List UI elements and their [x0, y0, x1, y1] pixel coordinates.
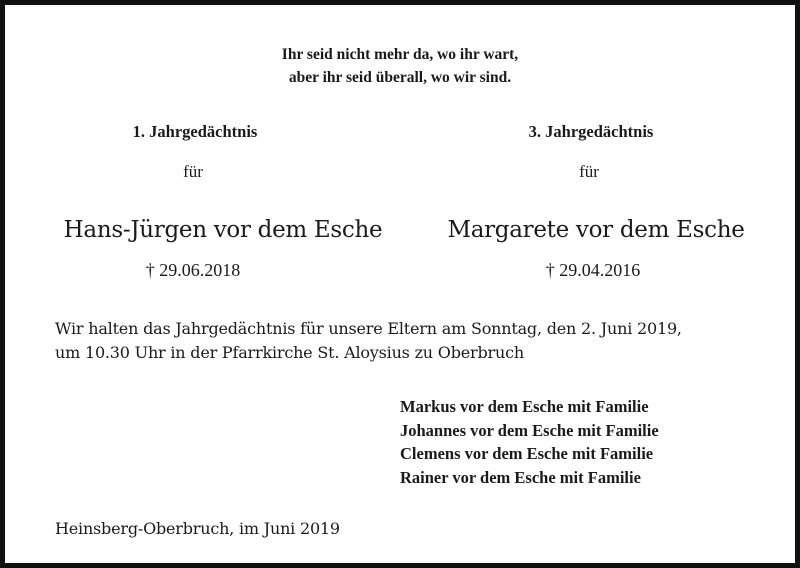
signer-4: Rainer vor dem Esche mit Familie — [400, 467, 641, 487]
right-death-date: † 29.04.2016 — [545, 260, 641, 280]
signers-list — [400, 395, 659, 489]
motto-line-1: Ihr seid nicht mehr da, wo ihr wart, — [281, 46, 519, 63]
right-for-label: für — [579, 162, 599, 181]
announcement-text — [55, 317, 775, 365]
signer-2: Johannes vor dem Esche mit Familie — [400, 420, 659, 440]
signer-1: Markus vor dem Esche mit Familie — [400, 397, 649, 416]
left-deceased-name: Hans-Jürgen vor dem Esche — [63, 217, 383, 243]
left-anniversary-heading: 1. Jahrgedächtnis — [132, 122, 258, 141]
announcement-line-2: um 10.30 Uhr in der Pfarrkirche St. Aloysius zu Oberbruch — [55, 343, 524, 362]
announcement-line-1: Wir halten das Jahrgedächtnis für unsere Eltern am Sonntag, den 2. Juni 2019, — [55, 319, 682, 338]
right-anniversary-heading: 3. Jahrgedächtnis — [528, 122, 654, 141]
place-date: Heinsberg-Oberbruch, im Juni 2019 — [55, 519, 340, 538]
signer-3: Clemens vor dem Esche mit Familie — [400, 444, 654, 463]
left-death-date: † 29.06.2018 — [145, 260, 241, 280]
left-for-label: für — [183, 162, 203, 181]
motto — [5, 43, 795, 89]
motto-line-2: aber ihr seid überall, wo wir sind. — [288, 69, 512, 86]
right-deceased-name: Margarete vor dem Esche — [447, 217, 745, 243]
